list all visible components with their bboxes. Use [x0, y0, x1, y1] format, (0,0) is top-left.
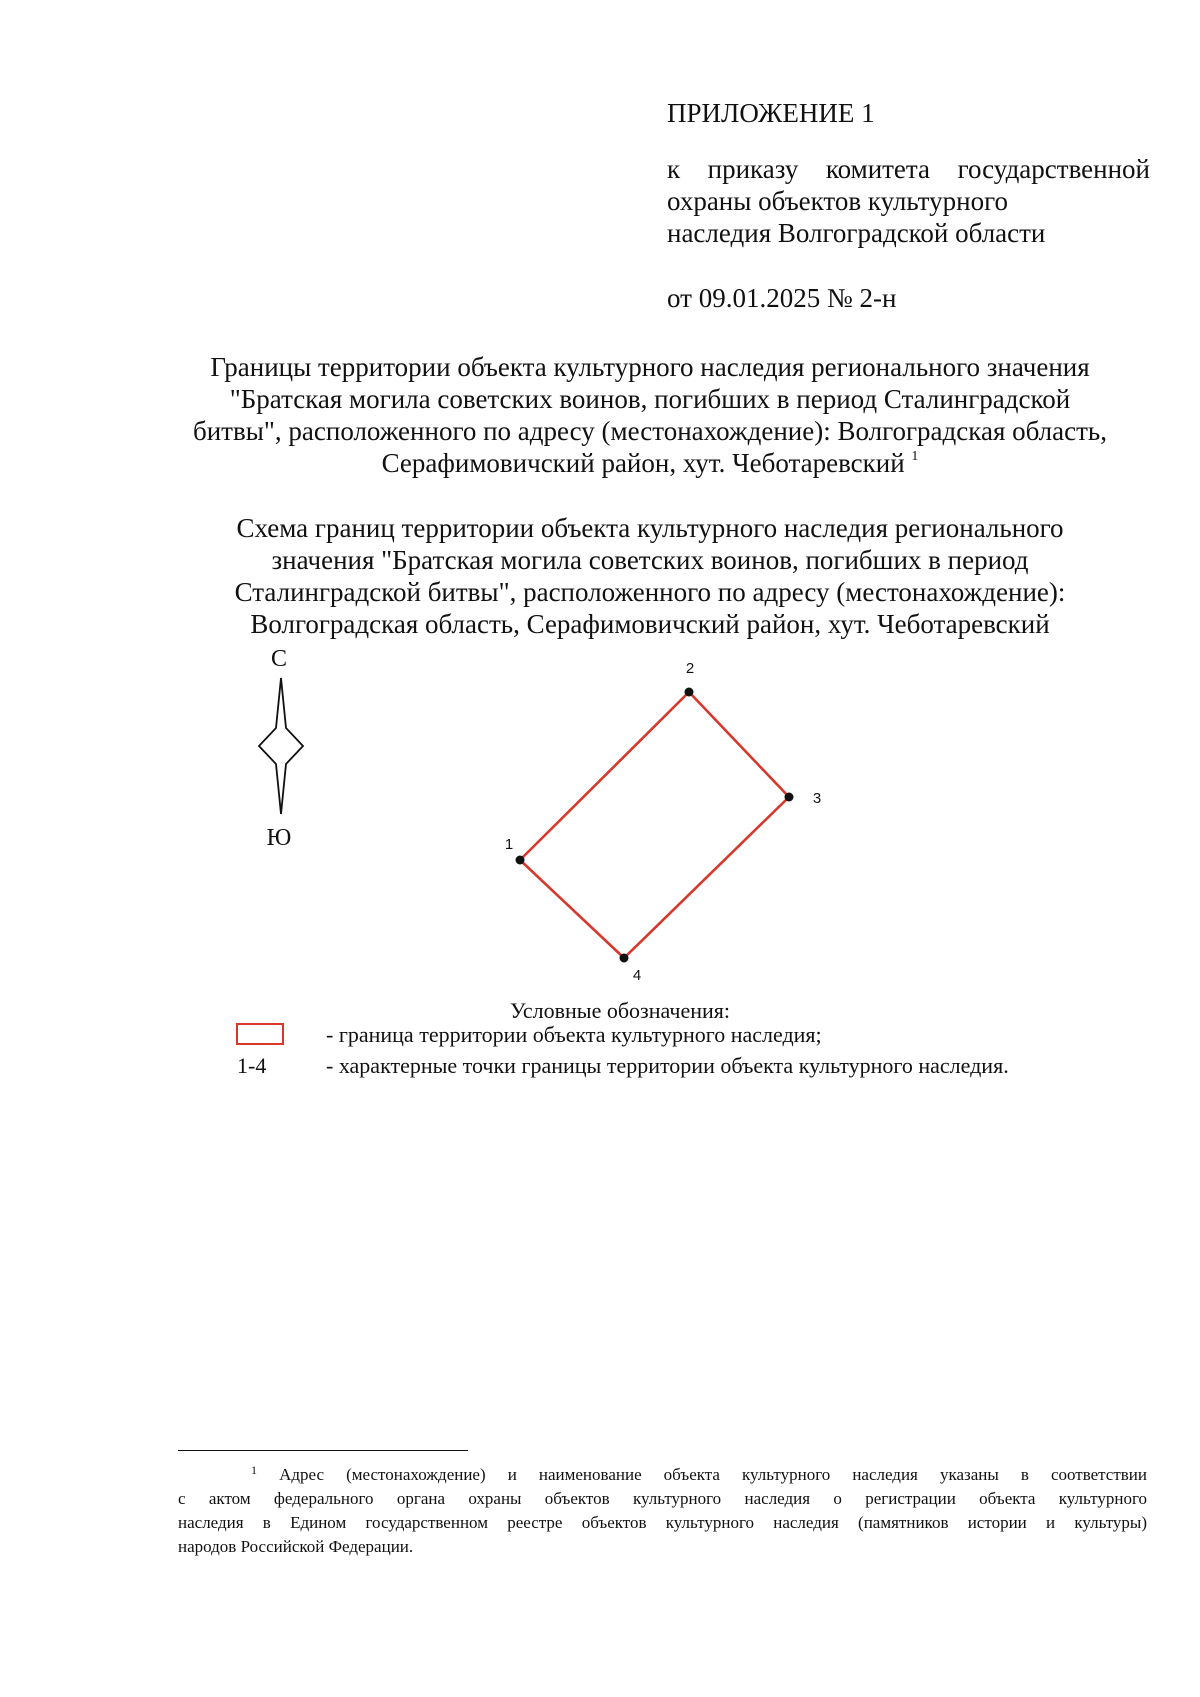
- boundary-point-marker-1: [516, 856, 525, 865]
- order-reference-line: наследия Волгоградской области: [667, 218, 1046, 248]
- legend-boundary-swatch: [236, 1023, 284, 1045]
- scheme-title-line: Схема границ территории объекта культурного наследия регионального: [236, 513, 1064, 543]
- legend-title: Условные обозначения:: [509, 998, 731, 1023]
- order-reference: [667, 153, 1150, 249]
- boundary-point: [505, 836, 525, 865]
- boundary-point-label-1: 1: [504, 836, 514, 853]
- boundary-point: [785, 790, 822, 807]
- footnote-line: народов Российской Федерации.: [178, 1537, 414, 1556]
- boundaries-title-line: битвы", расположенного по адресу (местонахождение): Волгоградская область,: [193, 416, 1107, 446]
- boundary-point-marker-3: [785, 793, 794, 802]
- boundary-point-label-4: 4: [632, 967, 642, 984]
- footnote-line: наследия в Едином государственном реестре объектов культурного наследия (памятников истории и культуры): [178, 1513, 1147, 1532]
- compass-star-icon: [259, 678, 303, 814]
- boundary-point-label-2: 2: [685, 660, 695, 677]
- legend-boundary-text: - граница территории объекта культурного наследия;: [326, 1022, 822, 1047]
- boundaries-title-line: "Братская могила советских воинов, погибших в период Сталинградской: [229, 384, 1071, 414]
- scheme-title-line: Волгоградская область, Серафимовичский район, хут. Чеботаревский: [250, 609, 1050, 639]
- order-reference-line: охраны объектов культурного: [667, 186, 1008, 216]
- scheme-title-line: Сталинградской битвы", расположенного по адресу (местонахождение):: [234, 577, 1066, 607]
- footnote-reference[interactable]: 1: [911, 449, 919, 464]
- boundary-point-marker-2: [685, 688, 694, 697]
- compass-north-label: С: [270, 646, 288, 672]
- boundary-point: [620, 954, 642, 985]
- footnote-divider: [178, 1450, 468, 1451]
- footnote-mark: 1: [251, 1463, 257, 1477]
- boundaries-title: [150, 351, 1150, 479]
- appendix-title: ПРИЛОЖЕНИЕ 1: [667, 98, 875, 128]
- footnote-line-first: [178, 1463, 1147, 1487]
- compass-icon: [259, 646, 303, 851]
- boundary-point-label-3: 3: [812, 790, 822, 807]
- boundaries-title-line: Серафимовичский район, хут. Чеботаревский: [381, 448, 905, 478]
- boundaries-title-line: Границы территории объекта культурного наследия регионального значения: [210, 352, 1090, 382]
- scheme-title: [150, 512, 1150, 640]
- footnote: [178, 1463, 1147, 1559]
- order-date: от 09.01.2025 № 2-н: [667, 283, 897, 313]
- legend-points-text: - характерные точки границы территории объекта культурного наследия.: [326, 1053, 1009, 1078]
- boundary-polygon: [520, 692, 789, 958]
- boundary-point-marker-4: [620, 954, 629, 963]
- footnote-line: Адрес (местонахождение) и наименование объекта культурного наследия указаны в соответствии: [279, 1465, 1147, 1484]
- legend-points-label: 1-4: [237, 1053, 267, 1078]
- footnote-line: с актом федерального органа охраны объектов культурного наследия о регистрации объекта культурного: [178, 1489, 1147, 1508]
- compass-south-label: Ю: [266, 825, 292, 851]
- order-reference-line: к приказу комитета государственной: [667, 154, 1150, 184]
- scheme-title-line: значения "Братская могила советских воинов, погибших в период: [271, 545, 1029, 575]
- boundaries-title-line-last: [150, 447, 1150, 479]
- boundary-point: [685, 660, 695, 697]
